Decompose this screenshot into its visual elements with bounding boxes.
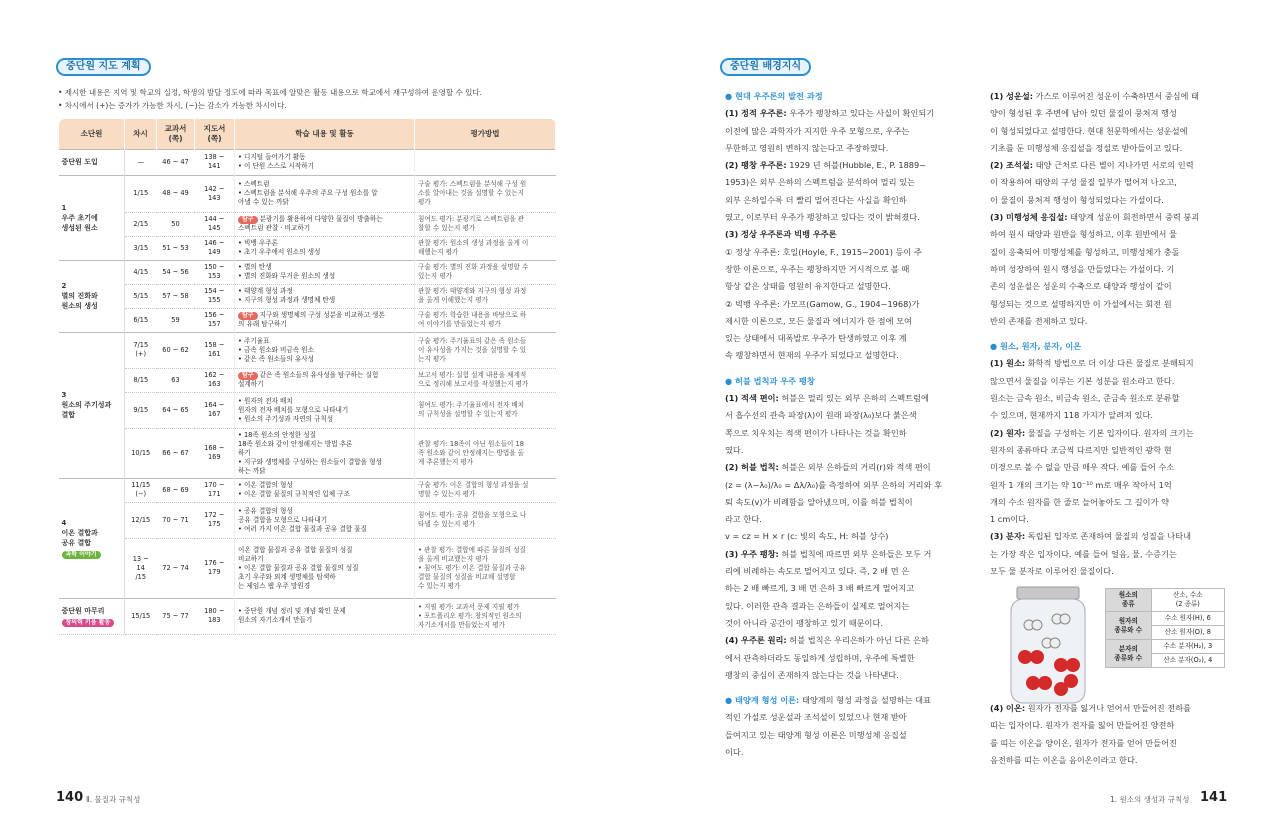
cell-chasi: 6/15 xyxy=(125,308,157,332)
page-label: Ⅱ. 물질과 규칙성 xyxy=(86,795,141,804)
activity-text: 원자의 전자 배치를 모형으로 나타내기 xyxy=(238,405,349,414)
evaluation-line: 보고서 평가: 실험 설계 내용을 체계적 xyxy=(418,371,527,379)
evaluation-line: 구술 평가: 별의 진화 과정을 설명할 수 xyxy=(418,263,529,271)
table-row xyxy=(59,368,556,392)
cell-tb: 72 ~ 74 xyxy=(157,538,195,598)
activity-line xyxy=(238,320,411,329)
activity-line xyxy=(238,573,411,582)
evaluation-line: 족 원소와 같이 안정해지는 방법을 올 xyxy=(418,448,525,457)
activity-line xyxy=(238,397,411,406)
activity-line xyxy=(238,215,411,224)
cell-gd: 158 ~ 161 xyxy=(195,332,235,368)
fig-cell: 원소의 종류 xyxy=(1106,589,1152,612)
paragraph: (3) 정상 우주론과 빅뱅 우주론 ① 정상 우주론: 호일(Hoyle, F., 1915~2001) 등이 주 장한 이론으로, 우주는 팽창하지만 거시적으로 볼 때 항상 같은 상태를 영원히 유지한다고 설명한다. ② 빅뱅 우주론: 가모프(Gamow, G., 1904~1968)가 제시한 이론으로, 모든 물질과 에너지가 한 점에 모여 있는 상태에서 대폭발로 우주가 탄생하였고 이후 계 속 팽창하면서 현재의 우주가 되었다고 설명한다. xyxy=(725,229,922,361)
paragraph: (1) 적색 편이: 허블은 멀리 있는 외부 은하의 스펙트럼에 서 흡수선의 관측 파장(λ)이 원래 파장(λ₀)보다 붉은색 쪽으로 치우치는 적색 편이가 나타나는 것을 확인하 였다. (2) 허블 법칙: 허블은 외부 은하들의 거리(r)와 적색 편이 (z = (λ−λ₀)/λ₀ = Δλ/λ₀)를 측정하여 외부 은하의 거리와 후 퇴 속도(v)가 비례함을 알아냈으며, 이를 허블 법칙이 라고 한다. v = cz = H × r (c: 빛의 속도, H: 허블 상수) (3) 우주 팽창: 허블 법칙에 따르면 외부 은하들은 모두 거 리에 비례하는 속도로 멀어지고 있다. 즉, 2 배 먼 은 하는 2 배 빠르게, 3 배 먼 은하 3 배 빠르게 멀어지고 있다. 이러한 관측 결과는 은하들이 실제로 멀어지는 것이 아니라 공간이 팽창하고 있기 때문이다. (4) 우주론 원리: 허블 법칙은 우리은하가 아닌 다른 은하 에서 관측하더라도 동일하게 성립하며, 우주에 특별한 팽창의 중심이 존재하지 않는다는 것을 나타낸다. xyxy=(725,393,942,680)
cell-evaluation xyxy=(415,149,556,175)
cell-chasi: 9/15 xyxy=(125,392,157,428)
activity-text: • 지구의 형성 과정과 생명체 탄생 xyxy=(238,296,336,304)
molecule-figure xyxy=(1003,585,1225,710)
evaluation-line: 찰할 수 있는지 평가 xyxy=(418,224,476,232)
activity-line xyxy=(238,337,411,346)
table-row xyxy=(59,284,556,308)
page-number: 141 xyxy=(1200,790,1228,805)
activity-text: 공유 결합을 모형으로 나타내기 xyxy=(238,515,328,524)
cell-gd: 138 ~ 141 xyxy=(195,149,235,175)
evaluation-line: 관찰 평가: 태양계와 지구의 형성 과정 xyxy=(418,287,527,295)
cell-chasi: 11/15 (−) xyxy=(125,478,157,502)
cell-gd: 154 ~ 155 xyxy=(195,284,235,308)
cell-tb: 60 ~ 62 xyxy=(157,332,195,368)
activity-line xyxy=(238,224,411,233)
cell-evaluation xyxy=(415,368,556,392)
fig-cell: 분자의 종류와 수 xyxy=(1106,640,1152,668)
cell-activity xyxy=(235,502,415,538)
activity-line xyxy=(238,346,411,355)
unit-title: 4 이온 결합과 공유 결합 xyxy=(61,518,98,547)
activity-text: 는 제임스 웹 우주 망원경 xyxy=(238,581,311,590)
activity-text: • 같은 족 원소들의 유사성 xyxy=(238,354,314,363)
activity-line xyxy=(238,440,411,449)
unit-badge: 창의력 키움 활동 xyxy=(62,619,115,627)
cell-chasi: 13 ~ 14 /15 xyxy=(125,538,157,598)
paragraph: (1) 정적 우주론: 우주가 팽창하고 있다는 사실이 확인되기 이전에 많은 과학자가 지지한 우주 모형으로, 우주는 무한하고 영원히 변하지 않는다고 주장하였다. xyxy=(725,108,935,153)
activity-line xyxy=(238,616,411,625)
evaluation-line: • 침여도 평가: 이온 결합 물질과 공유 xyxy=(418,563,526,572)
cell-evaluation xyxy=(415,284,556,308)
table-row xyxy=(59,236,556,260)
unit-badge: 과학 이야기 xyxy=(62,551,101,559)
col-header: 평가방법 xyxy=(415,119,556,149)
activity-line xyxy=(238,582,411,591)
cell-activity xyxy=(235,598,415,634)
evaluation-line: 타낼 수 있는지 평가 xyxy=(418,520,476,528)
evaluation-line: 결합 물질의 성질을 비교해 설명할 xyxy=(418,572,516,581)
plan-notes xyxy=(58,86,578,112)
activity-line xyxy=(238,296,411,305)
cell-tb: 48 ~ 49 xyxy=(157,175,195,212)
evaluation-line: 소를 알아내는 것을 설명할 수 있는지 xyxy=(418,189,525,197)
activity-text: 하기 xyxy=(238,448,251,457)
background-column-2 xyxy=(990,88,1240,580)
cell-tb: 68 ~ 69 xyxy=(157,478,195,502)
activity-line xyxy=(238,198,411,207)
activity-text: 18족 원소와 같이 안정해지는 방법 추론 xyxy=(238,439,353,448)
unit-cell xyxy=(59,598,125,634)
cell-tb: 51 ~ 53 xyxy=(157,236,195,260)
activity-text: • 태양계 형성 과정 xyxy=(238,287,293,295)
cell-evaluation xyxy=(415,538,556,598)
background-column-1 xyxy=(725,88,975,761)
fig-cell: 수소 분자(H₂), 3 xyxy=(1151,640,1224,654)
cell-evaluation xyxy=(415,502,556,538)
cell-activity xyxy=(235,284,415,308)
page-number: 140 xyxy=(56,790,84,805)
activity-line xyxy=(238,555,411,564)
section-tag-background: 중단원 배경지식 xyxy=(720,58,811,76)
cell-tb: 66 ~ 67 xyxy=(157,428,195,478)
cell-evaluation xyxy=(415,392,556,428)
paragraph: (1) 원소: 화학적 방법으로 더 이상 다른 물질로 분해되지 않으면서 물질을 이루는 기본 성분을 원소라고 한다. 원소는 금속 원소, 비금속 원소, 준금속 원소로 분류할 수 있으며, 현재까지 118 가지가 알려져 있다. (2) 원자: 물질을 구성하는 기본 입자이다. 원자의 크기는 원자의 종류마다 조금씩 다르지만 일반적인 광학 현 미경으로 볼 수 없을 만큼 매우 작다. 예를 들어 수소 원자 1 개의 크기는 약 10⁻¹⁰ m로 매우 작아서 1억 개의 수소 원자를 한 줄로 늘어놓아도 그 길이가 약 1 cm이다. (3) 분자: 독립된 입자로 존재하여 물질의 성질을 나타내 는 가장 작은 입자이다. 예를 들어 얼음, 물, 수증기는 모두 물 분자로 이루어진 물질이다. xyxy=(990,358,1194,577)
unit-cell xyxy=(59,260,125,332)
activity-text: • 중단원 개념 정리 및 개념 확인 문제 xyxy=(238,607,346,615)
fig-cell: 산소 분자(O₂), 4 xyxy=(1151,654,1224,668)
cell-gd: 162 ~ 163 xyxy=(195,368,235,392)
evaluation-line: 는지 평가 xyxy=(418,354,446,363)
cell-gd: 180 ~ 183 xyxy=(195,598,235,634)
col-header: 학습 내용 및 활동 xyxy=(235,119,415,149)
activity-line xyxy=(238,272,411,281)
cell-chasi: 5/15 xyxy=(125,284,157,308)
activity-text: • 스펙트럼 xyxy=(238,180,270,188)
activity-line xyxy=(238,449,411,458)
activity-line xyxy=(238,239,411,248)
evaluation-line: 구술 평가: 이온 결합의 형성 과정을 설 xyxy=(418,481,529,489)
evaluation-line: 게 추론했는지 평가 xyxy=(418,457,474,466)
unit-title: 3 원소의 주기성과 결합 xyxy=(61,391,112,419)
activity-line xyxy=(238,481,411,490)
table-row xyxy=(59,332,556,368)
activity-badge: 탐구 xyxy=(238,216,258,224)
activity-text: 초기 우주와 외계 생명체를 탐색하 xyxy=(238,572,336,581)
cell-gd: 170 ~ 171 xyxy=(195,478,235,502)
activity-line xyxy=(238,311,411,320)
activity-line xyxy=(238,467,411,476)
unit-cell xyxy=(59,478,125,598)
heading: ● 현대 우주론의 발전 과정 xyxy=(725,91,823,101)
evaluation-line: 구술 평가: 학습한 내용을 바탕으로 하 xyxy=(418,311,527,319)
activity-badge: 탐구 xyxy=(238,372,258,380)
activity-text: • 이온 결합 물질과 공유 결합 물질의 성질 xyxy=(238,563,359,572)
evaluation-line: 을 올게 비교했는지 평가 xyxy=(418,554,488,563)
cell-evaluation xyxy=(415,212,556,236)
cell-gd: 168 ~ 169 xyxy=(195,428,235,478)
evaluation-line: • 지필 평가: 교과서 문제 지필 평가 xyxy=(418,602,520,611)
evaluation-line: 구술 평가: 스펙트럼을 분석해 구성 원 xyxy=(418,180,527,188)
activity-text: 이온 결합 물질과 공유 결합 물질의 성질 xyxy=(238,545,353,554)
activity-text: • 원자의 전자 배치 xyxy=(238,396,293,405)
activity-text: • 18족 원소의 안정한 성질 xyxy=(238,430,316,439)
fig-cell: 원자의 종류와 수 xyxy=(1106,612,1152,640)
cell-activity xyxy=(235,368,415,392)
activity-line xyxy=(238,525,411,534)
activity-line xyxy=(238,380,411,389)
unit-title: 1 우주 초기에 생성된 원소 xyxy=(61,203,98,232)
cell-chasi: 12/15 xyxy=(125,502,157,538)
unit-cell xyxy=(59,332,125,478)
cell-gd: 150 ~ 153 xyxy=(195,260,235,284)
evaluation-line: 해했는지 평가 xyxy=(418,248,459,256)
cell-tb: 54 ~ 56 xyxy=(157,260,195,284)
activity-text: • 별의 진화와 무거운 원소의 생성 xyxy=(238,272,336,280)
section-tag-plan: 중단원 지도 계획 xyxy=(56,58,151,76)
evaluation-line: 여 이야기를 만들었는지 평가 xyxy=(418,320,501,328)
evaluation-line: 이 유사성을 가지는 것을 설명할 수 있 xyxy=(418,345,527,354)
activity-line xyxy=(238,507,411,516)
cell-evaluation xyxy=(415,332,556,368)
cell-chasi: 15/15 xyxy=(125,598,157,634)
cell-evaluation xyxy=(415,598,556,634)
evaluation-line: 관찰 평가: 원소의 생성 과정을 올게 이 xyxy=(418,239,529,247)
paragraph: (1) 성운설: 가스로 이루어진 성운이 수축하면서 중심에 태 양이 형성된 후 주변에 남아 있던 물질이 뭉쳐져 행성 이 형성되었다고 설명한다. 현대 천문학에서는 성운설에 기초를 둔 미행성체 응집설을 정설로 받아들이고 있다. (2) 조석설: 태양 근처로 다른 별이 지나가면 서로의 인력 이 작용하여 태양의 구성 물질 일부가 떨어져 나오고, 이 물질이 뭉쳐져 행성이 형성되었다는 가설이다. (3) 미행성체 응집설: 태양계 성운이 회전하면서 중력 붕괴 하여 원시 태양과 원반을 형성하고, 이후 원반에서 물 질이 응축되어 미행성체를 형성하고, 미행성체가 충돌 하며 성장하여 원시 행성을 만들었다는 가설이다. 기 존의 성운설은 성운의 수축으로 태양과 행성이 같이 형성되는 것으로 설명하지만 이 가설에서는 회전 원 반의 존재를 전제하고 있다. xyxy=(990,91,1200,326)
evaluation-line: 구술 평가: 주기율표의 같은 족 원소들 xyxy=(418,336,527,345)
evaluation-line: 침여도 평가: 분광기로 스펙트럼을 관 xyxy=(418,215,525,223)
activity-text: 비교하기 xyxy=(238,554,264,563)
evaluation-line: 명할 수 있는지 평가 xyxy=(418,490,476,498)
table-row xyxy=(59,428,556,478)
activity-text: 스펙트럼 관찰 · 비교하기 xyxy=(238,224,311,232)
cell-evaluation xyxy=(415,260,556,284)
fig-cell: 수소 원자(H), 6 xyxy=(1151,612,1224,626)
cell-tb: 64 ~ 65 xyxy=(157,392,195,428)
activity-line xyxy=(238,607,411,616)
activity-text: • 빅뱅 우주론 xyxy=(238,239,278,247)
cell-evaluation xyxy=(415,428,556,478)
cell-gd: 146 ~ 149 xyxy=(195,236,235,260)
evaluation-line: • 관찰 평가: 결합에 따른 물질의 성질 xyxy=(418,545,526,554)
activity-text: 지구와 생명체의 구성 성분을 비교하고 생본 xyxy=(259,311,385,319)
activity-line xyxy=(238,415,411,424)
cell-activity xyxy=(235,212,415,236)
cell-activity xyxy=(235,392,415,428)
heading: ● 원소, 원자, 분자, 이온 xyxy=(990,341,1082,352)
table-row xyxy=(59,478,556,502)
col-header: 소단원 xyxy=(59,119,125,149)
unit-cell xyxy=(59,149,125,175)
cell-activity xyxy=(235,308,415,332)
activity-text: • 이온 결합의 형성 xyxy=(238,481,293,489)
unit-title: 2 별의 진화와 원소의 생성 xyxy=(61,282,98,310)
cell-activity xyxy=(235,478,415,502)
lesson-plan-table xyxy=(58,119,556,635)
fig-cell: 산소 원자(O), 8 xyxy=(1151,626,1224,640)
note-line: • 차시에서 (+)는 증가가 가능한 차시, (−)는 감소가 가능한 차시이다. xyxy=(58,101,287,110)
activity-text: 하는 까닭 xyxy=(238,466,266,475)
activity-line xyxy=(238,263,411,272)
activity-text: 의 유래 탐구하기 xyxy=(238,320,287,328)
evaluation-line: 침여도 평가: 공유 결합을 모형으로 나 xyxy=(418,511,527,519)
cell-gd: 164 ~ 167 xyxy=(195,392,235,428)
activity-text: • 이온 결합 물질의 규칙적인 입체 구조 xyxy=(238,490,351,498)
background-column-2b xyxy=(990,700,1240,769)
cell-chasi: 2/15 xyxy=(125,212,157,236)
cell-gd: 144 ~ 145 xyxy=(195,212,235,236)
activity-text: • 금속 원소와 비금속 원소 xyxy=(238,345,314,354)
activity-line xyxy=(238,431,411,440)
cell-chasi: 1/15 xyxy=(125,175,157,212)
cell-tb: 57 ~ 58 xyxy=(157,284,195,308)
cell-tb: 46 ~ 47 xyxy=(157,149,195,175)
unit-title: 중단원 도입 xyxy=(61,158,98,166)
evaluation-line: 평가 xyxy=(418,198,431,206)
cell-activity xyxy=(235,332,415,368)
cell-activity xyxy=(235,236,415,260)
activity-text: • 주기율표 xyxy=(238,336,270,345)
activity-text: • 공유 결합의 형성 xyxy=(238,506,293,515)
activity-line xyxy=(238,406,411,415)
activity-line xyxy=(238,287,411,296)
activity-line xyxy=(238,564,411,573)
activity-text: • 이 단원 스스로 시작하기 xyxy=(238,162,314,170)
activity-line xyxy=(238,458,411,467)
fig-cell: 산소, 수소 (2 종류) xyxy=(1151,589,1224,612)
cell-activity xyxy=(235,149,415,175)
cell-evaluation xyxy=(415,175,556,212)
evaluation-line: • 포트폴리오 평가: 창의적인 원소의 xyxy=(418,611,522,620)
activity-text: • 지구와 생명체를 구성하는 원소들이 결합을 형성 xyxy=(238,457,382,466)
activity-line xyxy=(238,248,411,257)
activity-text: 같은 족 원소들의 유사성을 탐구하는 실험 xyxy=(259,371,379,379)
activity-text: • 별의 탄생 xyxy=(238,263,272,271)
activity-line xyxy=(238,189,411,198)
activity-text: • 스펙트럼을 분석해 우주의 주요 구성 원소를 알 xyxy=(238,189,378,197)
activity-text: • 여러 가지 이온 결합 물질과 공유 결합 물질 xyxy=(238,524,367,533)
table-row xyxy=(59,538,556,598)
cell-activity xyxy=(235,538,415,598)
note-line: • 제시한 내용은 지역 및 학교의 실정, 학생의 발달 정도에 따라 목표에 알맞은 활동 내용으로 학교에서 재구성하여 운영할 수 있다. xyxy=(58,88,482,97)
cell-chasi: 7/15 (+) xyxy=(125,332,157,368)
cell-chasi: 8/15 xyxy=(125,368,157,392)
cell-tb: 63 xyxy=(157,368,195,392)
activity-text: 원소의 자기소개서 만들기 xyxy=(238,616,313,624)
table-row xyxy=(59,598,556,634)
cell-gd: 172 ~ 175 xyxy=(195,502,235,538)
cell-tb: 75 ~ 77 xyxy=(157,598,195,634)
evaluation-line: 자기소개서를 만들었는지 평가 xyxy=(418,620,505,629)
cell-evaluation xyxy=(415,478,556,502)
cell-gd: 156 ~ 157 xyxy=(195,308,235,332)
col-header: 차시 xyxy=(125,119,157,149)
evaluation-line: 수 있는지 평가 xyxy=(418,581,461,590)
cell-tb: 59 xyxy=(157,308,195,332)
activity-badge: 탐구 xyxy=(238,312,258,320)
activity-line xyxy=(238,355,411,364)
activity-text: 아낼 수 있는 까닭 xyxy=(238,198,289,206)
evaluation-line: 의 규칙성을 설명할 수 있는지 평가 xyxy=(418,410,518,418)
activity-line xyxy=(238,490,411,499)
cell-evaluation xyxy=(415,308,556,332)
paragraph: ● 태양계 형성 이론: 태양계의 형성 과정을 설명하는 대표 적인 가설로 성운설과 조석설이 있었으나 현재 받아 들여지고 있는 태양계 형성 이론은 미행성체 응집설 이다. xyxy=(725,695,931,757)
cell-evaluation xyxy=(415,236,556,260)
jar-illustration xyxy=(1003,585,1101,707)
cell-activity xyxy=(235,260,415,284)
col-header: 지도서 (쪽) xyxy=(195,119,235,149)
cell-gd: 142 ~ 143 xyxy=(195,175,235,212)
evaluation-line: 침여도 평가: 주기율표에서 전자 배치 xyxy=(418,401,525,409)
evaluation-line: 으로 정리해 보고서를 작성했는지 평가 xyxy=(418,380,529,388)
paragraph: (4) 이온: 원자가 전자를 잃거나 얻어서 만들어진 전하를 띠는 입자이다. 원자가 전자를 잃어 만들어진 양전하 를 띠는 이온을 양이온, 원자가 전자를 얻어 만들어진 음전하를 띠는 이온을 음이온이라고 한다. xyxy=(990,703,1192,765)
cell-chasi: — xyxy=(125,149,157,175)
table-row xyxy=(59,308,556,332)
activity-text: 설계하기 xyxy=(238,380,264,388)
activity-line xyxy=(238,371,411,380)
activity-text: • 초기 우주에서 원소의 생성 xyxy=(238,248,321,256)
table-row xyxy=(59,175,556,212)
table-row xyxy=(59,392,556,428)
cell-tb: 50 xyxy=(157,212,195,236)
cell-gd: 176 ~ 179 xyxy=(195,538,235,598)
evaluation-line: 관찰 평가: 18족이 아닌 원소들이 18 xyxy=(418,439,524,448)
table-row xyxy=(59,260,556,284)
unit-title: 중단원 마무리 xyxy=(61,606,105,615)
cell-chasi: 3/15 xyxy=(125,236,157,260)
activity-line xyxy=(238,546,411,555)
activity-text: • 원소의 주기성과 자연의 규칙성 xyxy=(238,414,334,423)
activity-line xyxy=(238,153,411,162)
col-header: 교과서 (쪽) xyxy=(157,119,195,149)
evaluation-line: 을 올게 이해했는지 평가 xyxy=(418,296,488,304)
table-row xyxy=(59,149,556,175)
table-row xyxy=(59,212,556,236)
page-label: 1. 원소의 생성과 규칙성 xyxy=(1110,795,1190,804)
heading: ● 허블 법칙과 우주 팽창 xyxy=(725,375,815,386)
evaluation-line: 있는지 평가 xyxy=(418,272,452,280)
cell-chasi: 4/15 xyxy=(125,260,157,284)
cell-tb: 70 ~ 71 xyxy=(157,502,195,538)
activity-line xyxy=(238,516,411,525)
cell-activity xyxy=(235,428,415,478)
activity-text: 분광기를 활용하여 다양한 물질이 방출하는 xyxy=(259,215,383,223)
activity-text: • 디지털 들어가기 활동 xyxy=(238,153,306,161)
cell-activity xyxy=(235,175,415,212)
paragraph: (2) 팽창 우주론: 1929 년 허블(Hubble, E., P. 1889~ 1953)은 외부 은하의 스펙트럼을 분석하여 멀리 있는 외부 은하일수록 더 빨리 멀어진다는 사실을 확인하 였고, 이로부터 우주가 팽창하고 있다는 것이 밝혀졌다. xyxy=(725,160,927,223)
molecule-count-table xyxy=(1105,588,1225,668)
table-row xyxy=(59,502,556,538)
activity-line xyxy=(238,162,411,171)
unit-cell xyxy=(59,175,125,260)
activity-line xyxy=(238,180,411,189)
cell-chasi: 10/15 xyxy=(125,428,157,478)
